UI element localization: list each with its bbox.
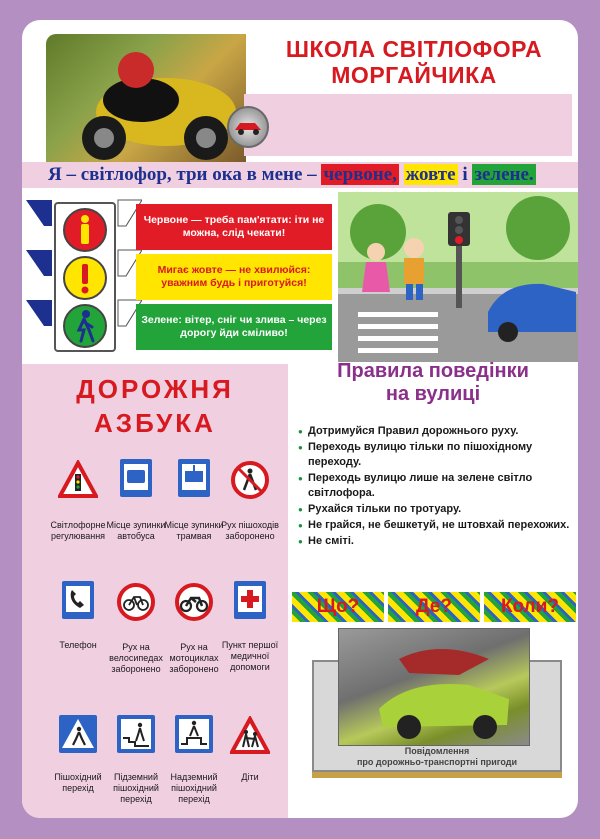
sign-label: Рух на велосипедах заборонено bbox=[109, 642, 163, 674]
red-car-badge bbox=[227, 106, 269, 148]
title-line1: ШКОЛА СВІТЛОФОРА bbox=[285, 36, 543, 62]
street-illustration bbox=[338, 192, 578, 362]
sign-label: Підземний пішохідний перехід bbox=[113, 772, 159, 804]
slogan-prefix: Я – світлофор, три ока в мене – bbox=[48, 164, 322, 185]
sign-label: Місце зупинки автобуса bbox=[106, 520, 166, 541]
no-motorcycles-sign-icon bbox=[174, 582, 214, 622]
sign-label: Світлофорне регулювання bbox=[50, 520, 106, 541]
what-where-when-banner bbox=[292, 592, 576, 622]
overhead-crossing-sign-icon bbox=[174, 714, 214, 754]
rule-red: Червоне — треба пам'ятати: іти не можна, слід чекати! bbox=[136, 204, 332, 250]
why-where: Де? bbox=[388, 592, 480, 622]
sign-label: Місце зупинки трамвая bbox=[164, 520, 224, 541]
behavior-title-line1: Правила поведінки bbox=[337, 360, 529, 382]
motorcycle-photo bbox=[46, 34, 246, 162]
header-band bbox=[244, 94, 572, 156]
slogan-yellow: жовте bbox=[405, 164, 456, 185]
no-pedestrians-sign-icon bbox=[230, 460, 270, 500]
children-warning-sign-icon bbox=[230, 716, 270, 756]
list-item: ● Не грайся, не бешкетуй, не штовхай перехожих. bbox=[298, 518, 574, 533]
title-line2: МОРГАЙЧИКА bbox=[331, 62, 497, 88]
abc-title-line2: АЗБУКА bbox=[94, 408, 216, 438]
rule-green: Зелене: вітер, сніг чи злива – через дорогу йди сміливо! bbox=[136, 304, 332, 350]
sign-label: Рух на мотоциклах заборонено bbox=[169, 642, 219, 674]
abc-title-line1: ДОРОЖНЯ bbox=[76, 374, 234, 404]
slogan-red: червоне, bbox=[323, 164, 397, 185]
green-lamp-walking-icon bbox=[63, 304, 107, 348]
list-item: ● Переходь вулицю тільки по пішохідному переходу. bbox=[298, 440, 574, 470]
slogan-green: зелене. bbox=[474, 164, 534, 185]
sign-label: Пішохідний перехід bbox=[54, 772, 102, 793]
why-what: Що? bbox=[292, 592, 384, 622]
first-aid-sign-icon bbox=[230, 580, 270, 620]
tram-stop-sign-icon bbox=[174, 458, 214, 498]
sign-label: Надземний пішохідний перехід bbox=[170, 772, 218, 804]
sign-label: Пункт першої медичної допомоги bbox=[221, 640, 279, 672]
poster-sheet bbox=[22, 20, 578, 818]
accident-caption bbox=[322, 746, 552, 768]
behavior-rules-list bbox=[298, 424, 574, 550]
road-abc-title bbox=[22, 372, 288, 440]
sign-label: Діти bbox=[241, 772, 259, 782]
underground-crossing-sign-icon bbox=[116, 714, 156, 754]
accident-caption-line1: Повідомлення bbox=[404, 746, 470, 756]
list-item: ● Рухайся тільки по тротуару. bbox=[298, 502, 574, 517]
pedestrian-crossing-sign-icon bbox=[58, 714, 98, 754]
traffic-light-warning-sign-icon bbox=[58, 460, 98, 500]
why-when: Коли? bbox=[484, 592, 576, 622]
accident-caption-line2: про дорожньо-транспортні пригоди bbox=[356, 757, 518, 767]
rule-yellow: Мигає жовте — не хвилюйся: уважним будь і приготуйся! bbox=[136, 254, 332, 300]
list-item: ● Не смітi. bbox=[298, 534, 574, 549]
poster-title bbox=[254, 36, 574, 88]
slogan-connector: і bbox=[457, 164, 473, 185]
list-item: ● Дотримуйся Правил дорожнього руху. bbox=[298, 424, 574, 439]
red-lamp-icon bbox=[63, 208, 107, 252]
slogan bbox=[48, 164, 536, 186]
telephone-sign-icon bbox=[58, 580, 98, 620]
ground-strip bbox=[312, 772, 562, 778]
car-crash-photo bbox=[338, 628, 530, 746]
traffic-light bbox=[54, 202, 116, 352]
no-bicycles-sign-icon bbox=[116, 582, 156, 622]
behavior-title-line2: на вулиці bbox=[385, 383, 481, 405]
sign-label: Телефон bbox=[59, 640, 97, 650]
bus-stop-sign-icon bbox=[116, 458, 156, 498]
behavior-rules-title bbox=[298, 360, 568, 406]
yellow-lamp-icon bbox=[63, 256, 107, 300]
sign-label: Рух пішоходів заборонено bbox=[221, 520, 279, 541]
list-item: ● Переходь вулицю лише на зелене світло світлофора. bbox=[298, 471, 574, 501]
